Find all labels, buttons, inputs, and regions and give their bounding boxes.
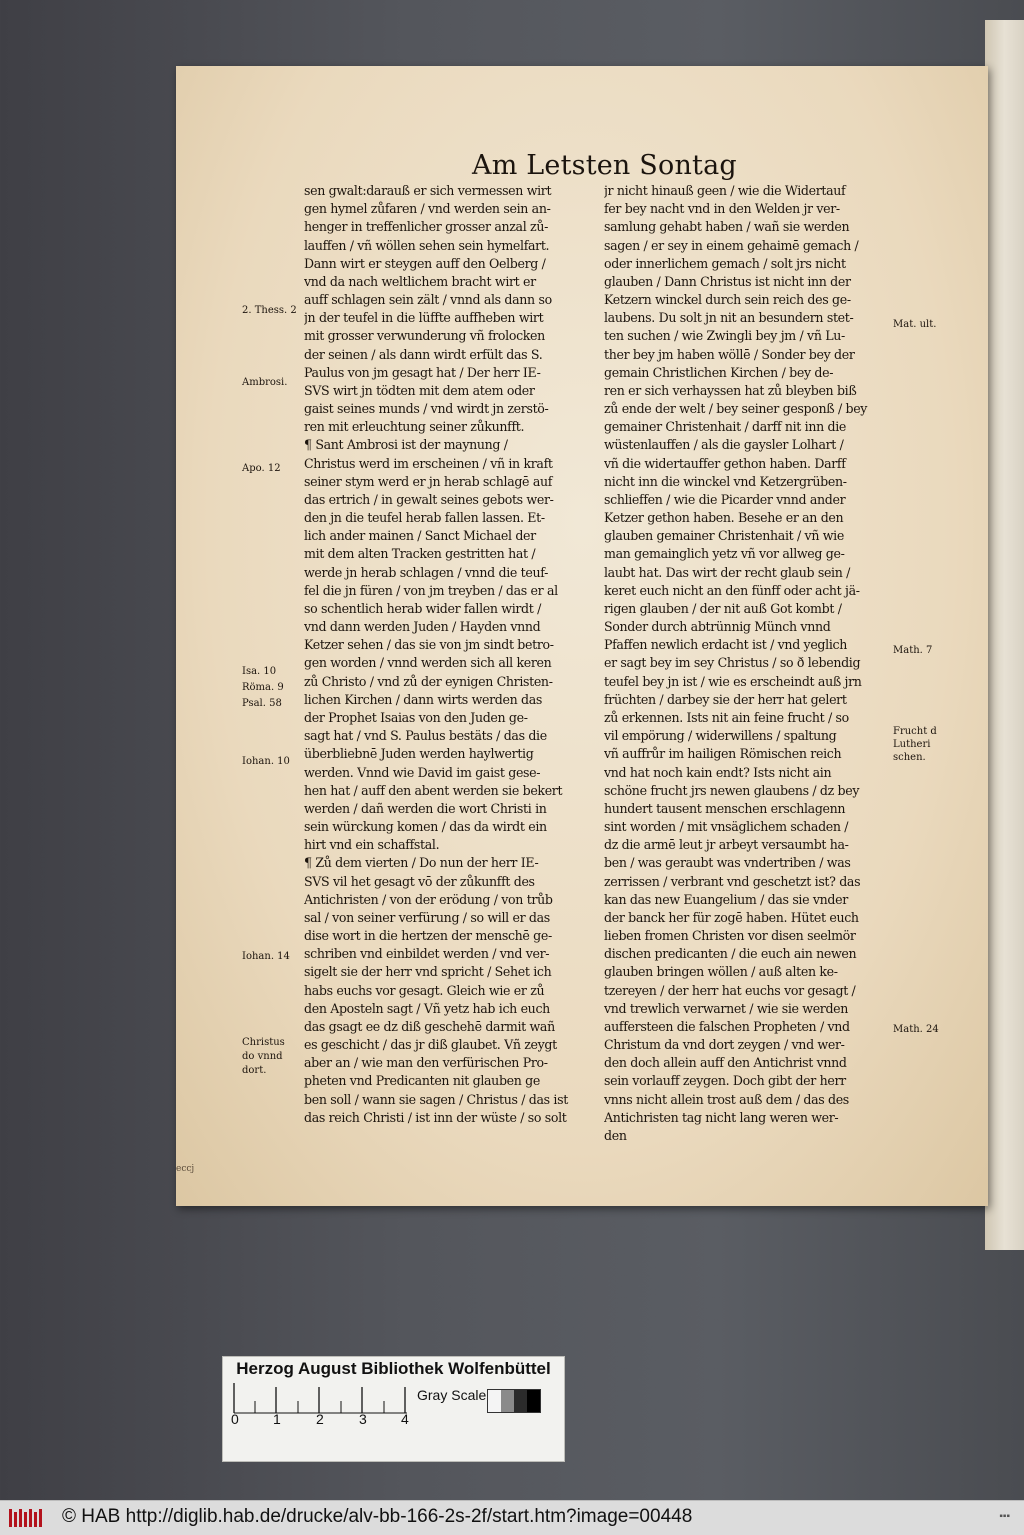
text-line: jr nicht hinauß geen / wie die Widertauf xyxy=(604,183,846,198)
text-line: gemainer Christenhait / darff nit inn die xyxy=(604,419,846,435)
text-line: tzereyen / der herr hat euchs vor gesagt / xyxy=(604,982,856,998)
text-line: so schentlich herab wider fallen wirdt / xyxy=(304,600,542,616)
footer-mark-icon: ▪▪▪ xyxy=(999,1511,1010,1522)
page-title: Am Letsten Sontag xyxy=(472,150,737,181)
scale-label-4: 4 xyxy=(401,1411,409,1427)
text-line: lieben fromen Christen vor disen seelmör xyxy=(604,928,856,944)
text-line: hundert tausent menschen erschlagenn xyxy=(604,800,846,816)
text-line: vnd hat noch kain endt? Ists nicht ain xyxy=(604,764,832,780)
text-line: ¶ Zů dem vierten / Do nun der herr IE- xyxy=(304,855,539,871)
margin-note: Psal. 58 xyxy=(242,698,282,709)
text-line: vnd trewlich verwarnet / wie sie werden xyxy=(604,1000,849,1016)
text-line: hen hat / auff den abent werden sie bekert xyxy=(304,782,563,798)
text-line: dise wort in die hertzen der menschē ge- xyxy=(304,928,552,944)
text-line: rigen glauben / der nit auß Got kombt / xyxy=(604,600,842,616)
text-line: zů ende der welt / bey seiner gesponß / bey xyxy=(604,401,868,417)
text-line: werden. Vnnd wie David im gaist gese- xyxy=(304,764,541,780)
text-line: schöne frucht jrs newen glaubens / dz bey xyxy=(604,782,860,798)
text-line: glauben gemainer Christenhait / vñ wie xyxy=(604,528,844,544)
text-line: Paulus von jm gesagt hat / Der herr IE- xyxy=(304,364,541,380)
text-line: lauffen / vñ wöllen sehen sein hymelfart. xyxy=(304,237,550,253)
margin-note: Christus xyxy=(242,1037,285,1048)
text-line: der Prophet Isaias von den Juden ge- xyxy=(304,709,528,725)
text-line: glauben / Dann Christus ist nicht inn der xyxy=(604,273,851,289)
margin-note: dort. xyxy=(242,1065,267,1076)
text-line: vñ auffrůr im hailigen Römischen reich xyxy=(604,746,842,762)
text-line: oder innerlichem gemach / solt jrs nicht xyxy=(604,255,846,271)
text-line: lichen Kirchen / dann wirts werden das xyxy=(304,691,542,707)
text-line: das gsagt ee dz diß geschehē darmit wañ xyxy=(304,1018,555,1034)
scale-label-2: 2 xyxy=(316,1411,324,1427)
text-line: Christum da vnd dort zeygen / vnd wer- xyxy=(604,1037,845,1053)
text-line: überbliebnē Juden werden haylwertig xyxy=(304,746,534,762)
text-line: nicht inn die winckel vnd Ketzergrüben- xyxy=(604,473,847,489)
text-line: Sonder durch abtrünnig Münch vnnd xyxy=(604,619,831,635)
text-line: dz die armē leut jr arbeyt versaumbt ha- xyxy=(604,837,849,853)
text-line: SVS wirt jn tödten mit dem atem oder xyxy=(304,382,535,398)
hab-logo-icon xyxy=(8,1507,46,1529)
text-line: mit grosser verwunderung vñ frolocken xyxy=(304,328,545,344)
text-line: ren mit erleuchtung seiner zůkunfft. xyxy=(304,419,525,435)
text-line: das reich Christi / ist inn der wüste / so solt xyxy=(304,1109,567,1125)
footer-bar xyxy=(0,1500,1024,1535)
text-line: Ketzer gethon haben. Besehe er an den xyxy=(604,510,844,526)
margin-note: Apo. 12 xyxy=(242,463,281,474)
text-line: ther bey jm haben wöllē / Sonder bey der xyxy=(604,346,855,362)
text-line: sein vorlauff zeygen. Doch gibt der herr xyxy=(604,1073,846,1089)
gray-scale-label: Gray Scale xyxy=(417,1387,487,1403)
text-line: auffersteen die falschen Propheten / vnd xyxy=(604,1018,850,1034)
scale-label-3: 3 xyxy=(359,1411,367,1427)
text-line: keret euch nicht an den fünff oder acht jä- xyxy=(604,582,860,598)
margin-note: Röma. 9 xyxy=(242,682,284,693)
text-column-left xyxy=(304,182,586,1127)
text-line: SVS vil het gesagt vō der zůkunfft des xyxy=(304,873,535,889)
text-line: man gemainglich yetz vñ vor allweg ge- xyxy=(604,546,845,562)
folio-mark: eccj xyxy=(176,1164,195,1174)
text-line: henger in treffenlicher grosser anzal zů- xyxy=(304,219,548,235)
text-line: werde jn herab schlagen / vnnd die teuf- xyxy=(304,564,549,580)
margin-note: schen. xyxy=(893,752,926,763)
text-line: sagt hat / vnd S. Paulus bestäts / das die xyxy=(304,728,547,744)
text-line: vñ die widertauffer gethon haben. Darff xyxy=(604,455,846,471)
text-line: gemain Christlichen Kirchen / bey de- xyxy=(604,364,834,380)
text-line: pheten vnd Predicanten nit glauben ge xyxy=(304,1073,540,1089)
text-line: ben soll / wann sie sagen / Christus / das ist xyxy=(304,1091,568,1107)
text-line: Dann wirt er steygen auff den Oelberg / xyxy=(304,255,546,271)
footer-copyright-link[interactable]: © HAB http://diglib.hab.de/drucke/alv-bb-166-2s-2f/start.htm?image=00448 xyxy=(62,1506,693,1527)
text-line: ten suchen / wie Zwingli bey jm / vñ Lu- xyxy=(604,328,845,344)
text-line: vil empörung / widerwillens / spaltung xyxy=(604,728,837,744)
text-line: schriben vnd einbildet werden / vnd ver- xyxy=(304,946,550,962)
text-line: früchten / darbey sie der herr hat gelert xyxy=(604,691,847,707)
text-line: sint worden / mit vnsäglichem schaden / xyxy=(604,819,849,835)
gray-scale-swatches xyxy=(487,1389,541,1413)
margin-note: Frucht d xyxy=(893,726,937,737)
target-title: Herzog August Bibliothek Wolfenbüttel xyxy=(236,1359,551,1378)
text-line: kan das new Euangelium / das sie vnder xyxy=(604,891,848,907)
text-line: den Aposteln sagt / Vñ yetz hab ich euch xyxy=(304,1000,550,1016)
margin-note: Mat. ult. xyxy=(893,319,937,330)
text-line: den doch allein auff den Antichrist vnnd xyxy=(604,1055,847,1071)
text-line: das ertrich / in gewalt seines gebots wer- xyxy=(304,491,554,507)
text-line: fer bey nacht vnd in den Welden jr ver- xyxy=(604,201,840,217)
text-line: samlung gehabt haben / wañ sie werden xyxy=(604,219,850,235)
margin-note: Ambrosi. xyxy=(242,377,288,388)
text-line: Pfaffen newlich erdacht ist / vnd yeglich xyxy=(604,637,847,653)
scale-label-0: 0 xyxy=(231,1411,239,1427)
text-line: gaist seines munds / vnd wirdt jn zerstö- xyxy=(304,401,549,417)
text-line: jn der teufel in die lüffte auffheben wirt xyxy=(304,310,544,326)
text-line: dischen predicanten / die euch ain newen xyxy=(604,946,857,962)
text-line: Antichristen / von der erödung / von trůb xyxy=(304,891,553,907)
text-line: zů Christo / vnd zů der eynigen Christen- xyxy=(304,673,553,689)
text-line: zů erkennen. Ists nit ain feine frucht / so xyxy=(604,709,849,725)
text-line: laubt hat. Das wirt der recht glaub sein / xyxy=(604,564,851,580)
margin-note: Lutheri xyxy=(893,739,931,750)
text-line: gen worden / vnnd werden sich all keren xyxy=(304,655,552,671)
text-line: habs euchs vor gesagt. Gleich wie er zů xyxy=(304,982,545,998)
text-line: sen gwalt:darauß er sich vermessen wirt xyxy=(304,183,552,198)
text-line: vnns nicht allein trost auß dem / das des xyxy=(604,1091,849,1107)
next-page-edge xyxy=(985,20,1024,1250)
text-line: mit dem alten Tracken gestritten hat / xyxy=(304,546,536,562)
text-line: ¶ Sant Ambrosi ist der maynung / xyxy=(304,437,508,453)
text-line: hirt vnd ein schaffstal. xyxy=(304,837,440,853)
text-line: ben / was geraubt was vndertriben / was xyxy=(604,855,851,871)
text-line: vnd dann werden Juden / Hayden vnnd xyxy=(304,619,541,635)
text-line: auff schlagen sein zält / vnnd als dann so xyxy=(304,292,552,308)
text-line: laubens. Du solt jn nit an besundern stet- xyxy=(604,310,854,326)
text-line: lich ander mainen / Sanct Michael der xyxy=(304,528,536,544)
text-line: den xyxy=(604,1127,627,1143)
text-column-right xyxy=(604,182,890,1145)
text-line: aber an / wie man den verfürischen Pro- xyxy=(304,1055,548,1071)
scale-label-1: 1 xyxy=(273,1411,281,1427)
text-line: schlieffen / wie die Picarder vnnd ander xyxy=(604,491,846,507)
text-line: sal / von seiner verfürung / so will er das xyxy=(304,909,550,925)
text-line: Ketzer sehen / das sie von jm sindt betro- xyxy=(304,637,554,653)
text-line: ren er sich verhayssen hat zů bleyben biß xyxy=(604,382,857,398)
text-line: werden / dañ werden die wort Christi in xyxy=(304,800,547,816)
text-line: wüstenlauffen / als die gaysler Lolhart / xyxy=(604,437,844,453)
text-line: der seinen / als dann wirdt erfült das S. xyxy=(304,346,543,362)
text-line: sagen / er sey in einem gehaimē gemach / xyxy=(604,237,859,253)
text-line: vnd da nach weltlichem bracht wirt er xyxy=(304,273,536,289)
margin-note: Math. 7 xyxy=(893,645,933,656)
text-line: gen hymel zůfaren / vnd werden sein an- xyxy=(304,201,551,217)
margin-note: Iohan. 14 xyxy=(242,951,290,962)
text-line: sein würckung komen / das da wirdt ein xyxy=(304,819,547,835)
color-target-card xyxy=(222,1356,565,1462)
margin-note: do vnnd xyxy=(242,1051,283,1062)
text-line: sigelt sie der herr vnd spricht / Sehet ich xyxy=(304,964,552,980)
text-line: glauben bringen wöllen / auß alten ke- xyxy=(604,964,838,980)
margin-note: Math. 24 xyxy=(893,1024,939,1035)
text-line: es geschicht / das jr diß glaubet. Vñ zeygt xyxy=(304,1037,557,1053)
book-page xyxy=(176,66,988,1206)
text-line: er sagt bey im sey Christus / so ð lebendig xyxy=(604,655,861,671)
margin-note: Iohan. 10 xyxy=(242,756,290,767)
text-line: Christus werd im erscheinen / vñ in kraft xyxy=(304,455,553,471)
text-line: zerrissen / verbrant vnd geschetzt ist? das xyxy=(604,873,861,889)
text-line: seiner stym werd er jn herab schlagē auf xyxy=(304,473,553,489)
margin-note: Isa. 10 xyxy=(242,666,277,677)
text-line: der banck her für zogē haben. Hütet euch xyxy=(604,909,859,925)
text-line: teufel bey jn ist / wie es erscheindt auß jrn xyxy=(604,673,862,689)
text-line: den jn die teufel herab fallen lassen. Et- xyxy=(304,510,545,526)
margin-note: 2. Thess. 2 xyxy=(242,305,297,316)
text-line: Ketzern winckel durch sein reich des ge- xyxy=(604,292,851,308)
text-line: Antichristen tag nicht lang weren wer- xyxy=(604,1109,839,1125)
text-line: fel die jn füren / von jm treyben / das er al xyxy=(304,582,558,598)
